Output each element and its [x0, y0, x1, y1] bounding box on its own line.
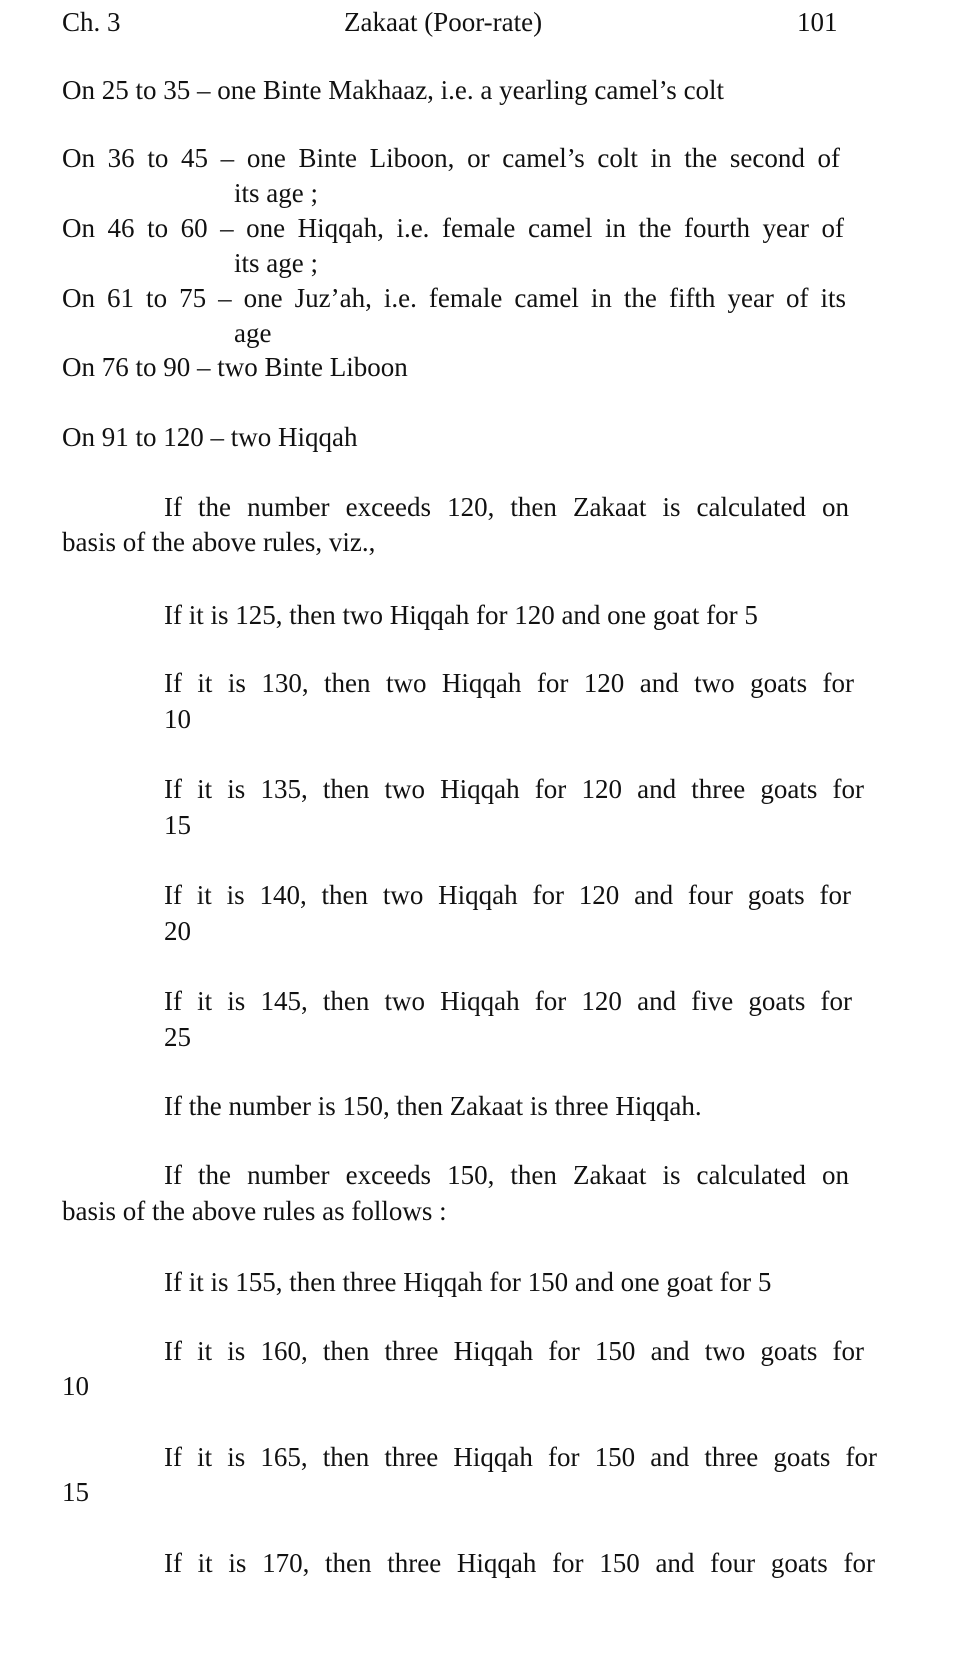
rule-160: If it is 160, then three Hiqqah for 150 and two goats for — [164, 1336, 864, 1366]
camel-rule-25-35: On 25 to 35 – one Binte Makhaaz, i.e. a yearling camel’s colt — [62, 75, 725, 105]
paragraph-exceeds-150: If the number exceeds 150, then Zakaat is calculated on — [164, 1160, 849, 1190]
rule-170: If it is 170, then three Hiqqah for 150 and four goats for — [164, 1548, 875, 1578]
rule-135-cont: 15 — [164, 810, 191, 840]
rule-165-cont: 15 — [62, 1477, 89, 1507]
rule-145: If it is 145, then two Hiqqah for 120 and five goats for — [164, 986, 852, 1016]
page-number: 101 — [797, 7, 838, 37]
rule-130: If it is 130, then two Hiqqah for 120 and two goats for — [164, 668, 854, 698]
rule-165: If it is 165, then three Hiqqah for 150 and three goats for — [164, 1442, 877, 1472]
camel-rule-91-120: On 91 to 120 – two Hiqqah — [62, 422, 358, 452]
camel-rule-36-45-cont: its age ; — [234, 178, 318, 208]
camel-rule-76-90: On 76 to 90 – two Binte Liboon — [62, 352, 408, 382]
camel-rule-61-75-cont: age — [234, 318, 272, 348]
running-header-title: Zakaat (Poor-rate) — [344, 7, 543, 37]
paragraph-exceeds-120-cont: basis of the above rules, viz., — [62, 527, 376, 557]
rule-140-cont: 20 — [164, 916, 191, 946]
paragraph-exceeds-120: If the number exceeds 120, then Zakaat is calculated on — [164, 492, 849, 522]
camel-rule-46-60-cont: its age ; — [234, 248, 318, 278]
rule-135: If it is 135, then two Hiqqah for 120 and three goats for — [164, 774, 864, 804]
rule-130-cont: 10 — [164, 704, 191, 734]
running-header-chapter: Ch. 3 — [62, 7, 121, 37]
rule-145-cont: 25 — [164, 1022, 191, 1052]
rule-160-cont: 10 — [62, 1371, 89, 1401]
camel-rule-61-75: On 61 to 75 – one Juz’ah, i.e. female camel in the fifth year of its — [62, 283, 846, 313]
rule-155: If it is 155, then three Hiqqah for 150 and one goat for 5 — [164, 1267, 772, 1297]
camel-rule-46-60: On 46 to 60 – one Hiqqah, i.e. female camel in the fourth year of — [62, 213, 844, 243]
paragraph-150: If the number is 150, then Zakaat is three Hiqqah. — [164, 1091, 702, 1121]
paragraph-exceeds-150-cont: basis of the above rules as follows : — [62, 1196, 447, 1226]
rule-125: If it is 125, then two Hiqqah for 120 and one goat for 5 — [164, 600, 758, 630]
rule-140: If it is 140, then two Hiqqah for 120 and four goats for — [164, 880, 851, 910]
camel-rule-36-45: On 36 to 45 – one Binte Liboon, or camel’s colt in the second of — [62, 143, 840, 173]
